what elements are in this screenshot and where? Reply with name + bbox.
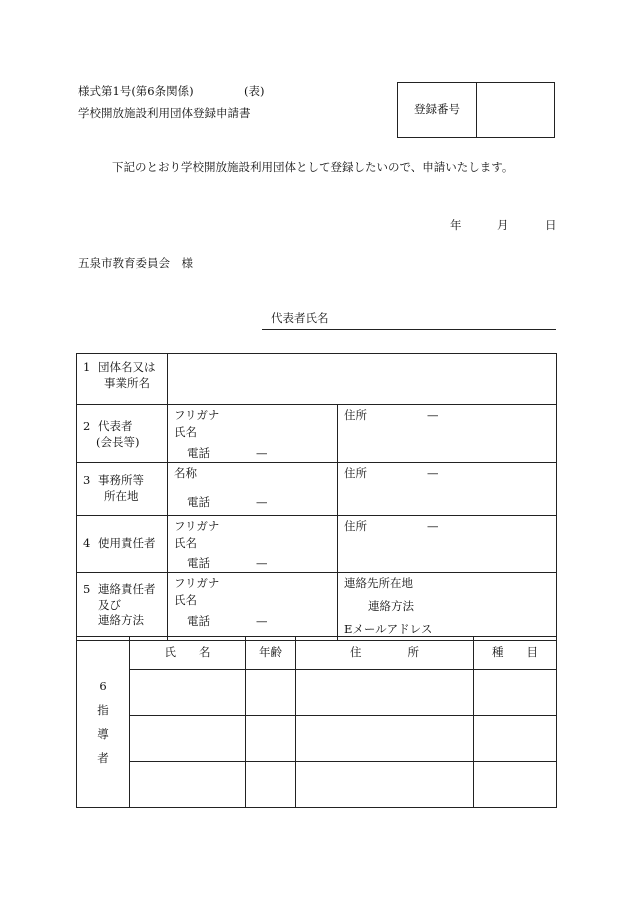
furigana-label: フリガナ <box>174 408 220 422</box>
name-label: 氏名 <box>174 425 197 439</box>
registration-number-label: 登録番号 <box>398 83 477 137</box>
row2-label: 2 代表者 (会長等) <box>83 419 140 449</box>
form-number: 様式第1号(第6条関係) <box>78 84 194 98</box>
organization-name-field[interactable] <box>168 354 557 405</box>
leader-name-cell[interactable] <box>130 716 246 762</box>
leaders-section-label: 6 指 導 者 <box>77 637 130 808</box>
registration-number-field[interactable] <box>477 83 554 137</box>
column-address-header: 住 所 <box>296 637 474 670</box>
phone-label: 電話 <box>187 446 210 460</box>
column-name-header: 氏 名 <box>130 637 246 670</box>
registration-table <box>76 353 557 641</box>
email-label: Eメールアドレス <box>344 622 433 636</box>
date-day-label: 日 <box>545 218 557 232</box>
leader-row <box>77 716 557 762</box>
person-in-charge-address-field[interactable] <box>338 516 557 573</box>
leader-address-cell[interactable] <box>296 670 474 716</box>
row-person-in-charge <box>77 516 557 573</box>
contact-details-field[interactable] <box>338 573 557 641</box>
row4-label: 4 使用責任者 <box>83 536 156 550</box>
address-label: 住所 <box>344 519 367 533</box>
office-address-field[interactable] <box>338 463 557 516</box>
leader-age-cell[interactable] <box>246 670 296 716</box>
phone-label: 電話 <box>187 495 210 509</box>
leader-sport-cell[interactable] <box>474 716 557 762</box>
furigana-label: フリガナ <box>174 519 220 533</box>
form-side-label: (表) <box>244 84 265 98</box>
registration-number-box <box>397 82 555 138</box>
representative-name-field[interactable] <box>168 405 338 463</box>
representative-name-label: 代表者氏名 <box>271 311 329 325</box>
form-title: 学校開放施設利用団体登録申請書 <box>78 106 251 120</box>
leader-age-cell[interactable] <box>246 762 296 808</box>
row-contact <box>77 573 557 641</box>
column-sport-header: 種 目 <box>474 637 557 670</box>
date-year-label: 年 <box>450 218 462 232</box>
contact-person-name-field[interactable] <box>168 573 338 641</box>
date-month-label: 月 <box>497 218 509 232</box>
leader-row <box>77 762 557 808</box>
address-label: 住所 <box>344 466 367 480</box>
leader-age-cell[interactable] <box>246 716 296 762</box>
application-statement: 下記のとおり学校開放施設利用団体として登録したいので、申請いたします。 <box>112 160 514 174</box>
leader-name-cell[interactable] <box>130 670 246 716</box>
leaders-number: 6 <box>99 679 107 693</box>
leader-address-cell[interactable] <box>296 716 474 762</box>
postal-dash: — <box>427 519 439 533</box>
representative-address-field[interactable] <box>338 405 557 463</box>
postal-dash: — <box>427 408 439 422</box>
representative-signature-line[interactable] <box>262 329 556 330</box>
office-name-field[interactable] <box>168 463 338 516</box>
contact-method-label: 連絡方法 <box>368 599 414 613</box>
name-label: 氏名 <box>174 593 197 607</box>
phone-label: 電話 <box>187 614 210 628</box>
leaders-header-row <box>77 637 557 670</box>
name-label: 氏名 <box>174 536 197 550</box>
phone-dash: — <box>256 446 268 460</box>
row-organization-name <box>77 354 557 405</box>
addressee: 五泉市教育委員会 様 <box>78 256 193 270</box>
person-in-charge-name-field[interactable] <box>168 516 338 573</box>
contact-address-label: 連絡先所在地 <box>344 576 413 590</box>
leaders-table <box>76 636 557 808</box>
row-representative <box>77 405 557 463</box>
phone-dash: — <box>256 614 268 628</box>
leader-row <box>77 670 557 716</box>
leader-address-cell[interactable] <box>296 762 474 808</box>
leader-name-cell[interactable] <box>130 762 246 808</box>
postal-dash: — <box>427 466 439 480</box>
row1-label: 1 団体名又は 事業所名 <box>83 360 156 390</box>
row-office <box>77 463 557 516</box>
row5-label: 5 連絡責任者 及び 連絡方法 <box>83 582 156 628</box>
leader-sport-cell[interactable] <box>474 670 557 716</box>
leader-sport-cell[interactable] <box>474 762 557 808</box>
address-label: 住所 <box>344 408 367 422</box>
furigana-label: フリガナ <box>174 576 220 590</box>
phone-dash: — <box>256 495 268 509</box>
phone-label: 電話 <box>187 556 210 570</box>
column-age-header: 年齢 <box>246 637 296 670</box>
office-name-label: 名称 <box>174 466 197 480</box>
phone-dash: — <box>256 556 268 570</box>
row3-label: 3 事務所等 所在地 <box>83 473 144 503</box>
